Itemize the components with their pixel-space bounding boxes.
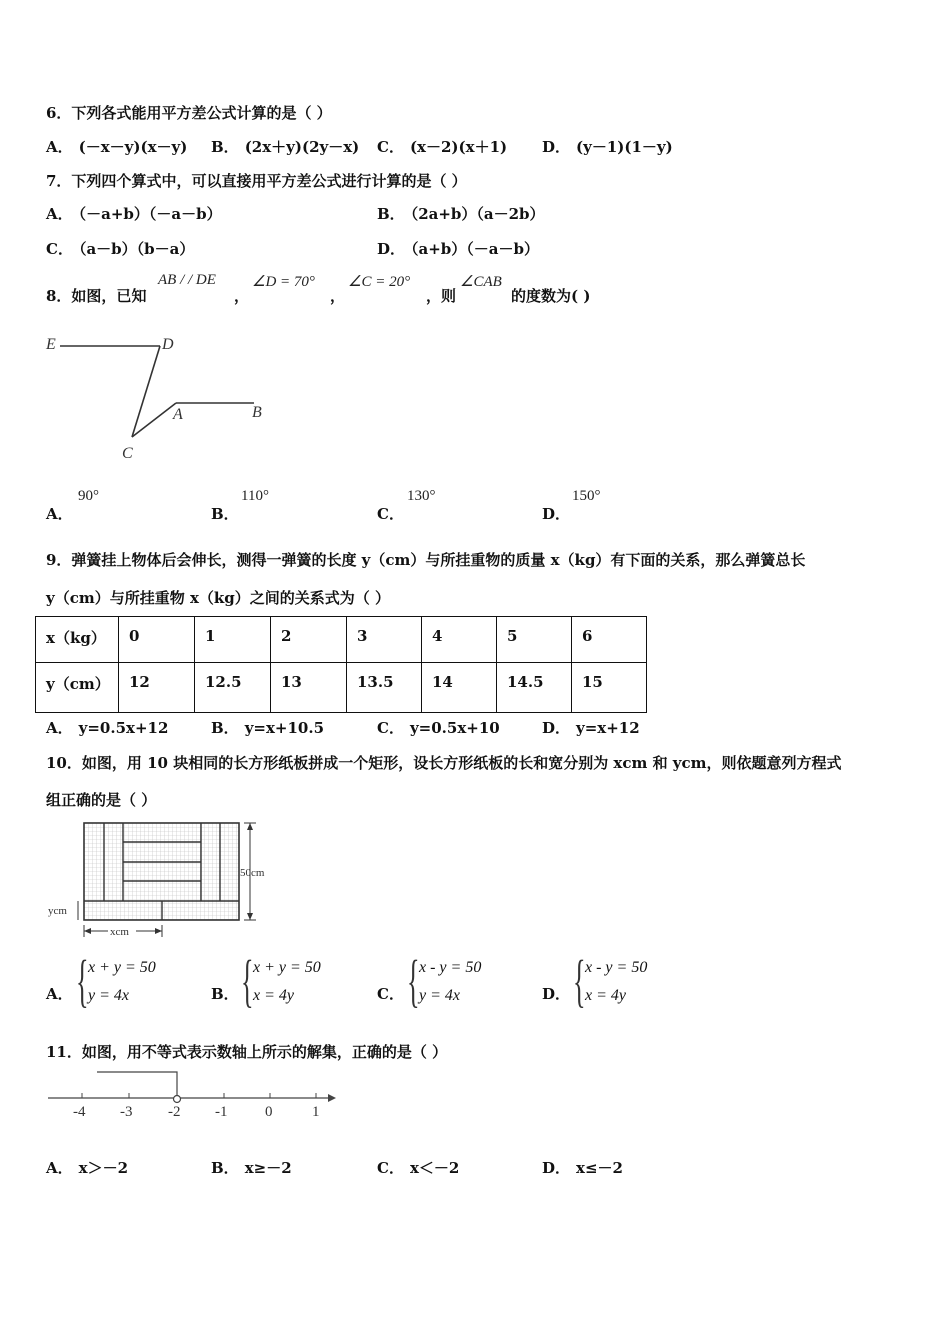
q11-option-c-text: x＜－2 xyxy=(409,1159,460,1177)
q11-option-c-label: C． xyxy=(377,1159,404,1177)
tick-label: -1 xyxy=(215,1104,228,1120)
q10-option-a[interactable] xyxy=(46,983,73,1004)
q7-option-b-label: B． xyxy=(377,205,405,223)
q10-option-d-system xyxy=(585,954,647,1010)
axis-arrow-icon xyxy=(328,1094,336,1102)
q8-option-c-value: 130° xyxy=(407,488,436,504)
table-cell: x（kg） xyxy=(36,617,119,663)
table-cell: 12.5 xyxy=(195,663,271,713)
q11-option-b[interactable] xyxy=(211,1157,292,1178)
q8-sep1: ， xyxy=(234,287,250,305)
label-d: D xyxy=(162,336,174,353)
q8-cond-angle-d: ∠D = 70° xyxy=(252,274,315,290)
label-50cm: 50cm xyxy=(240,867,265,879)
q8-cond-parallel: AB / / DE xyxy=(158,272,216,288)
q8-cond-angle-c: ∠C = 20° xyxy=(348,274,411,290)
q10-stem-line1: 10．如图，用 10 块相同的长方形纸板拼成一个矩形，设长方形纸板的长和宽分别为 xcm 和 ycm，则依题意列方程式 xyxy=(46,754,842,772)
q10-option-b-label: B． xyxy=(211,985,239,1003)
q11-number-line xyxy=(44,1068,344,1124)
q6-option-a-label: A． xyxy=(46,138,73,156)
q8-option-d-label: D． xyxy=(542,505,571,523)
open-circle-icon xyxy=(174,1096,181,1103)
q10-option-c-system xyxy=(419,954,481,1010)
q11-option-d-text: x≤－2 xyxy=(576,1159,623,1177)
q11-option-a-label: A． xyxy=(46,1159,73,1177)
q7-stem: 7．下列四个算式中，可以直接用平方差公式进行计算的是（ ） xyxy=(46,172,467,190)
q11-option-a[interactable] xyxy=(46,1157,128,1178)
table-cell: 5 xyxy=(497,617,572,663)
q8-figure xyxy=(40,325,280,470)
table-cell: 2 xyxy=(271,617,347,663)
brace-icon: { xyxy=(573,948,586,1013)
solution-bracket xyxy=(97,1072,177,1098)
q9-option-d[interactable] xyxy=(542,717,640,738)
q7-option-c[interactable] xyxy=(46,238,194,259)
tick-label: 1 xyxy=(312,1104,320,1120)
q11-option-b-text: x≥－2 xyxy=(244,1159,292,1177)
q9-option-d-text: y=x+12 xyxy=(576,719,640,737)
q11-option-d[interactable] xyxy=(542,1157,623,1178)
q7-option-a-text: （－a+b）（－a－b） xyxy=(78,205,222,223)
q8-option-b[interactable] xyxy=(211,503,239,524)
table-cell: 3 xyxy=(347,617,422,663)
q9-option-c-text: y=0.5x+10 xyxy=(409,719,500,737)
table-cell: 13 xyxy=(271,663,347,713)
table-cell: y（cm） xyxy=(36,663,119,713)
q8-stem-prefix: 8．如图，已知 xyxy=(46,287,147,305)
q6-stem: 6．下列各式能用平方差公式计算的是（ ） xyxy=(46,104,332,122)
label-xcm: xcm xyxy=(110,926,129,938)
q7-option-b[interactable] xyxy=(377,203,545,224)
q9-option-b-label: B． xyxy=(211,719,239,737)
q10-option-c-label: C． xyxy=(377,985,404,1003)
label-b: B xyxy=(252,404,262,421)
q8-stem-suffix: 的度数为( ) xyxy=(511,287,591,305)
q7-option-c-text: （a－b）（b－a） xyxy=(78,240,195,258)
table-cell: 6 xyxy=(572,617,647,663)
q10-option-d-label: D． xyxy=(542,985,571,1003)
q9-stem-line2: y（cm）与所挂重物 x（kg）之间的关系式为（ ） xyxy=(46,589,390,607)
q10-option-a-label: A． xyxy=(46,985,73,1003)
q6-option-b-text: (2x＋y)(2y－x) xyxy=(244,138,360,156)
q8-target-angle: ∠CAB xyxy=(460,274,502,290)
q9-option-b[interactable] xyxy=(211,717,324,738)
q8-option-c[interactable] xyxy=(377,503,404,524)
q8-option-a-value: 90° xyxy=(78,488,99,504)
table-cell: 15 xyxy=(572,663,647,713)
q6-option-c-text: (x－2)(x＋1) xyxy=(409,138,508,156)
q8-option-b-value: 110° xyxy=(241,488,269,504)
q8-option-a[interactable] xyxy=(46,503,73,524)
equation: x - y = 50 xyxy=(585,959,648,976)
q9-option-d-label: D． xyxy=(542,719,571,737)
q6-option-d-label: D． xyxy=(542,138,571,156)
q10-stem-line2: 组正确的是（ ） xyxy=(46,791,157,809)
equation: x = 4y xyxy=(585,987,626,1004)
line-dc xyxy=(132,346,160,437)
table-cell: 1 xyxy=(195,617,271,663)
table-cell: 0 xyxy=(119,617,195,663)
q9-table xyxy=(35,616,647,713)
q6-option-d[interactable] xyxy=(542,136,673,157)
equation: x + y = 50 xyxy=(88,959,156,976)
q10-option-b-system xyxy=(253,954,321,1010)
table-cell: 12 xyxy=(119,663,195,713)
equation: y = 4x xyxy=(88,987,129,1004)
table-row xyxy=(36,617,647,663)
q8-option-c-label: C． xyxy=(377,505,404,523)
q11-option-d-label: D． xyxy=(542,1159,571,1177)
brace-icon: { xyxy=(76,948,89,1013)
q7-option-b-text: （2a+b）（a－2b） xyxy=(410,205,545,223)
table-row xyxy=(36,663,647,713)
equation: x - y = 50 xyxy=(419,959,482,976)
q8-option-d-value: 150° xyxy=(572,488,601,504)
q11-option-c[interactable] xyxy=(377,1157,459,1178)
label-a: A xyxy=(173,406,183,423)
table-cell: 14.5 xyxy=(497,663,572,713)
q11-option-b-label: B． xyxy=(211,1159,239,1177)
equation: y = 4x xyxy=(419,987,460,1004)
q10-option-d[interactable] xyxy=(542,983,570,1004)
q6-option-b-label: B． xyxy=(211,138,239,156)
q8-option-b-label: B． xyxy=(211,505,239,523)
line-ca xyxy=(132,403,176,437)
equation: x = 4y xyxy=(253,987,294,1004)
q7-option-d-label: D． xyxy=(377,240,406,258)
q6-option-c-label: C． xyxy=(377,138,404,156)
q6-option-b[interactable] xyxy=(211,136,359,157)
tick-label: -3 xyxy=(120,1104,133,1120)
table-cell: 14 xyxy=(422,663,497,713)
q6-option-a-text: (－x－y)(x－y) xyxy=(78,138,188,156)
q11-stem: 11．如图，用不等式表示数轴上所示的解集，正确的是（ ） xyxy=(46,1043,448,1061)
q10-option-a-system xyxy=(88,954,156,1010)
tick-label: -4 xyxy=(73,1104,86,1120)
label-ycm: ycm xyxy=(48,905,67,917)
q8-sep2: ， xyxy=(330,287,346,305)
q9-stem-line1: 9．弹簧挂上物体后会伸长，测得一弹簧的长度 y（cm）与所挂重物的质量 x（kg）有下面的关系，那么弹簧总长 xyxy=(46,551,806,569)
q9-option-c[interactable] xyxy=(377,717,500,738)
q7-option-a[interactable] xyxy=(46,203,222,224)
q9-option-a-label: A． xyxy=(46,719,73,737)
q6-option-c[interactable] xyxy=(377,136,507,157)
q7-option-c-label: C． xyxy=(46,240,73,258)
brace-icon: { xyxy=(241,948,254,1013)
q9-option-c-label: C． xyxy=(377,719,404,737)
q10-option-c[interactable] xyxy=(377,983,404,1004)
q9-option-b-text: y=x+10.5 xyxy=(244,719,325,737)
equation: x + y = 50 xyxy=(253,959,321,976)
label-e: E xyxy=(46,336,56,353)
q10-option-b[interactable] xyxy=(211,983,239,1004)
label-c: C xyxy=(122,445,133,462)
tick-label: -2 xyxy=(168,1104,181,1120)
q8-sep3: ，则 xyxy=(426,287,457,305)
q7-option-d[interactable] xyxy=(377,238,539,259)
q6-option-a[interactable] xyxy=(46,136,187,157)
q7-option-a-label: A． xyxy=(46,205,73,223)
q6-option-d-text: (y－1)(1－y) xyxy=(576,138,673,156)
q11-option-a-text: x＞－2 xyxy=(78,1159,129,1177)
tick-label: 0 xyxy=(265,1104,273,1120)
table-cell: 13.5 xyxy=(347,663,422,713)
q9-option-a-text: y=0.5x+12 xyxy=(78,719,169,737)
q8-option-d[interactable] xyxy=(542,503,570,524)
table-cell: 4 xyxy=(422,617,497,663)
brace-icon: { xyxy=(407,948,420,1013)
q9-option-a[interactable] xyxy=(46,717,168,738)
q10-figure xyxy=(44,815,284,943)
q8-option-a-label: A． xyxy=(46,505,73,523)
q7-option-d-text: （a+b）（－a－b） xyxy=(411,240,539,258)
